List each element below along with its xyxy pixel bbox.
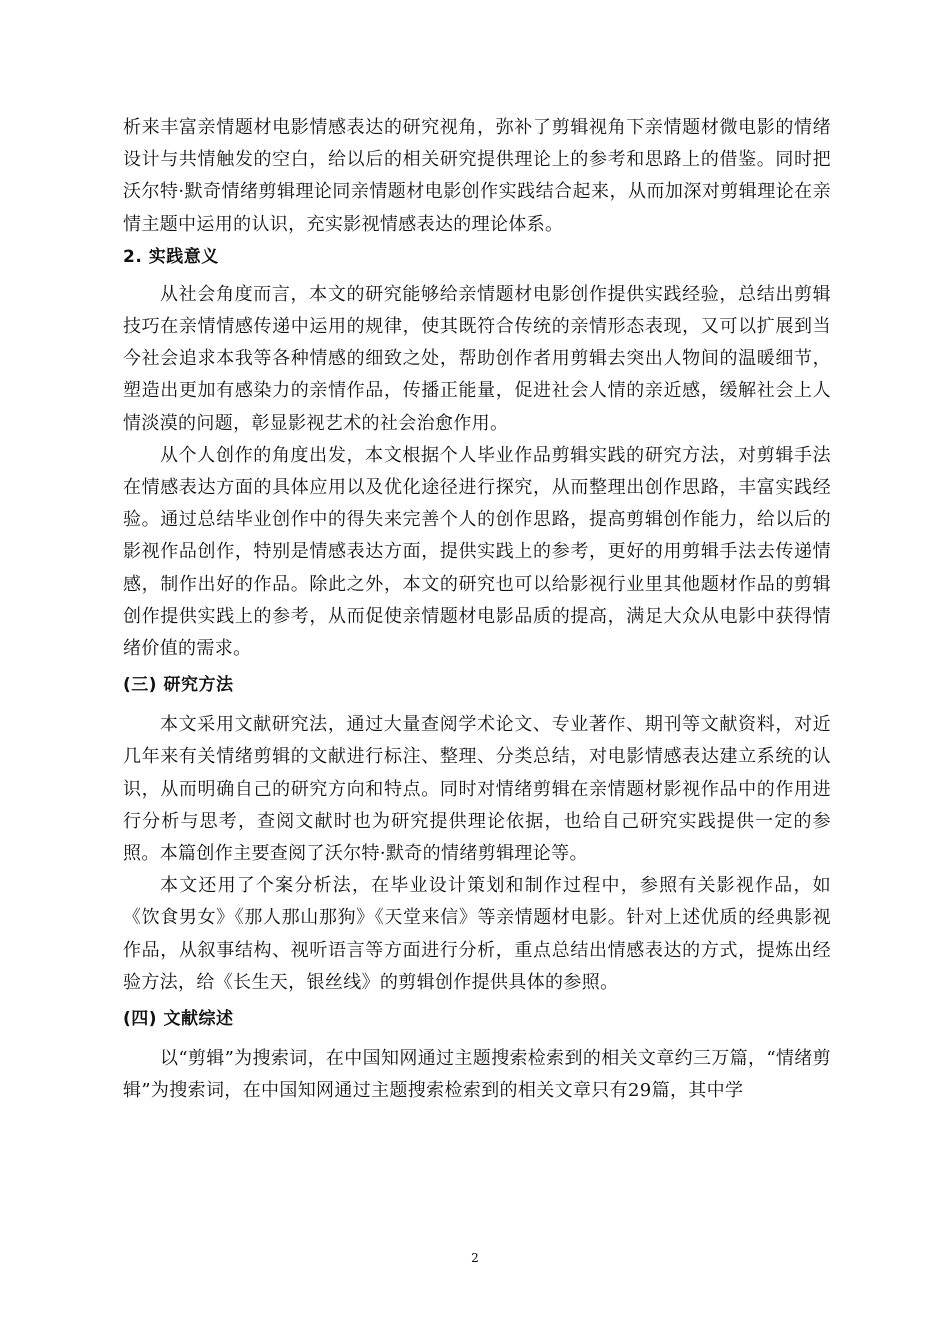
heading-literature-review: (四) 文献综述 bbox=[123, 1009, 234, 1030]
document-body bbox=[123, 112, 831, 1107]
heading-practical-significance: 2. 实践意义 bbox=[123, 246, 219, 267]
paragraph-practice-social: 从社会角度而言，本文的研究能够给亲情题材电影创作提供实践经验，总结出剪辑技巧在亲情情感传递中运用的规律，使其既符合传统的亲情形态表现，又可以扩展到当今社会追求本我等各种情感的细致之处，帮助创作者用剪辑去突出人物间的温暖细节，塑造出更加有感染力的亲情作品，传播正能量，促进社会人情的亲近感，缓解社会上人情淡漠的问题，彰显影视艺术的社会治愈作用。 bbox=[123, 283, 831, 434]
paragraph-methods-case-study: 本文还用了个案分析法，在毕业设计策划和制作过程中，参照有关影视作品，如《饮食男女》《那人那山那狗》《天堂来信》等亲情题材电影。针对上述优质的经典影视作品，从叙事结构、视听语言等方面进行分析，重点总结出情感表达的方式，提炼出经验方法，给《长生天，银丝线》的剪辑创作提供具体的参照。 bbox=[123, 875, 831, 993]
paragraph-intro-continued: 析来丰富亲情题材电影情感表达的研究视角，弥补了剪辑视角下亲情题材微电影的情绪设计与共情触发的空白，给以后的相关研究提供理论上的参考和思路上的借鉴。同时把沃尔特·默奇情绪剪辑理论同亲情题材电影创作实践结合起来，从而加深对剪辑理论在亲情主题中运用的认识，充实影视情感表达的理论体系。 bbox=[123, 117, 831, 235]
heading-research-methods: (三) 研究方法 bbox=[123, 675, 234, 696]
paragraph-practice-personal: 从个人创作的角度出发，本文根据个人毕业作品剪辑实践的研究方法，对剪辑手法在情感表达方面的具体应用以及优化途径进行探究，从而整理出创作思路，丰富实践经验。通过总结毕业创作中的得失来完善个人的创作思路，提高剪辑创作能力，给以后的影视作品创作，特别是情感表达方面，提供实践上的参考，更好的用剪辑手法去传递情感，制作出好的作品。除此之外，本文的研究也可以给影视行业里其他题材作品的剪辑创作提供实践上的参考，从而促使亲情题材电影品质的提高，满足大众从电影中获得情绪价值的需求。 bbox=[123, 444, 831, 660]
page-number: 2 bbox=[471, 1251, 479, 1265]
paragraph-review-start: 以“剪辑”为搜索词，在中国知网通过主题搜索检索到的相关文章约三万篇，“情绪剪辑”为搜索词，在中国知网通过主题搜索检索到的相关文章只有29篇，其中学 bbox=[123, 1048, 831, 1102]
paragraph-methods-literature: 本文采用文献研究法，通过大量查阅学术论文、专业著作、期刊等文献资料，对近几年来有关情绪剪辑的文献进行标注、整理、分类总结，对电影情感表达建立系统的认识，从而明确自己的研究方向和特点。同时对情绪剪辑在亲情题材影视作品中的作用进行分析与思考，查阅文献时也为研究提供理论依据，也给自己研究实践提供一定的参照。本篇创作主要查阅了沃尔特·默奇的情绪剪辑理论等。 bbox=[123, 714, 831, 865]
